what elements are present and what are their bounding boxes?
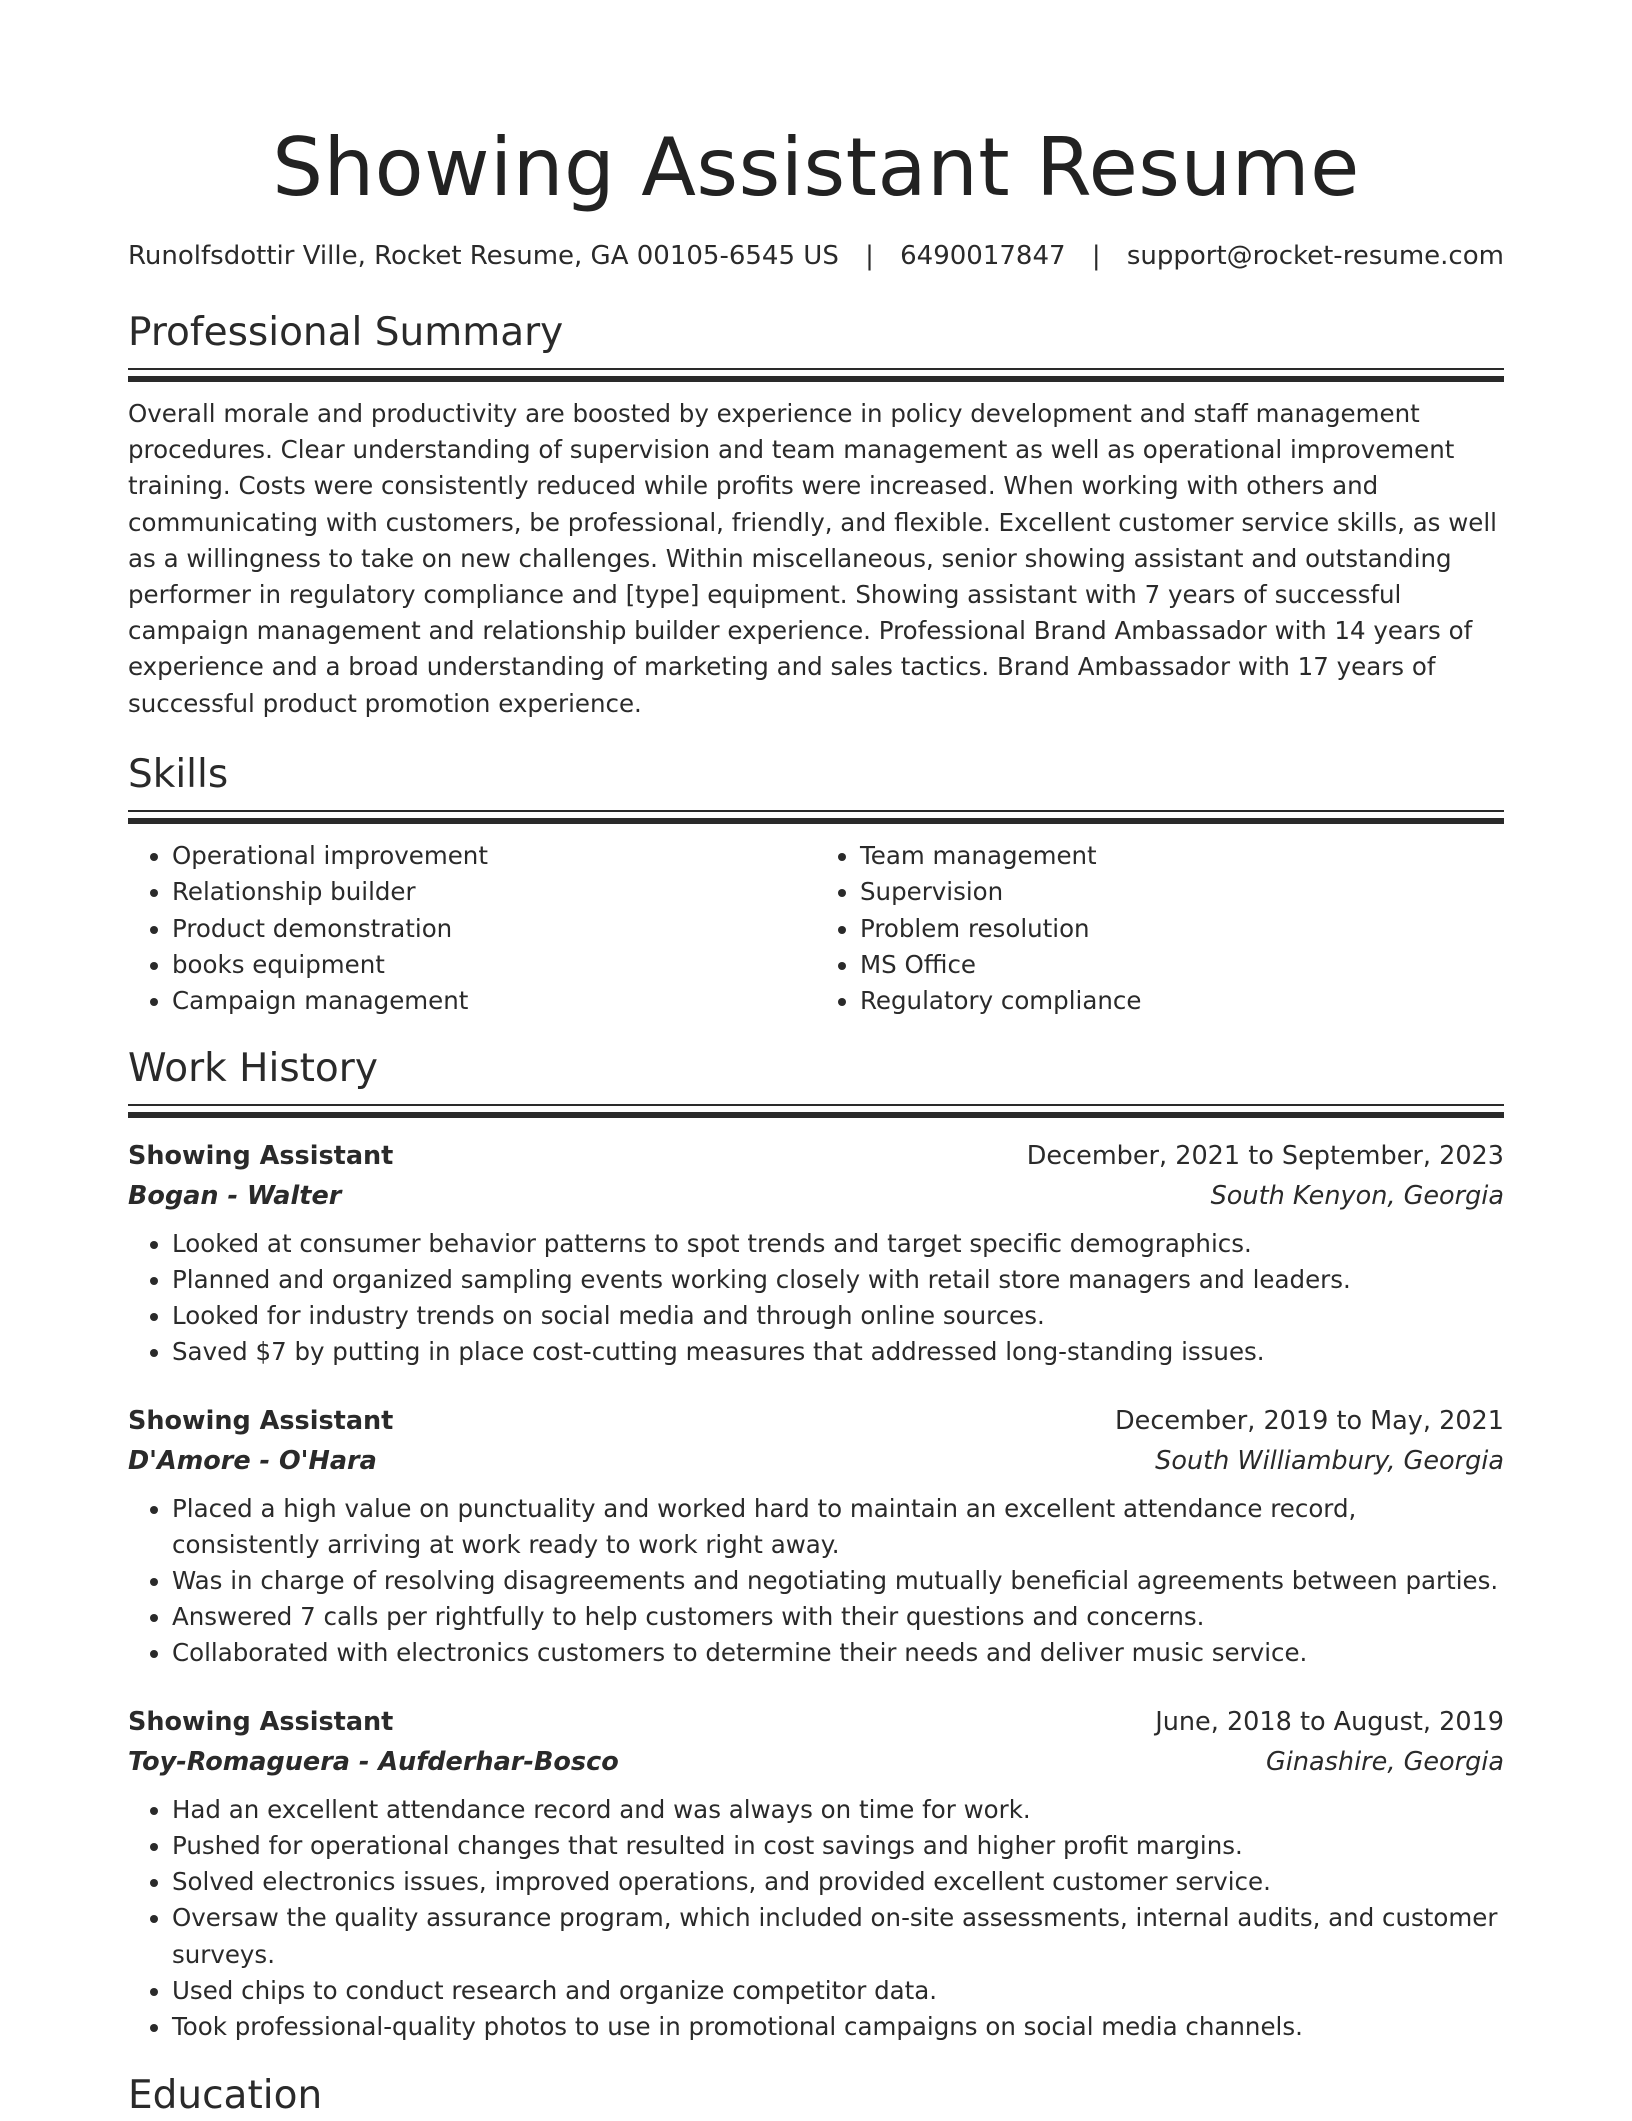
job-bullet: • Answered 7 calls per rightfully to help customers with their questions and concerns. [172,1599,1504,1635]
section-divider [128,368,1504,382]
job-location: South Kenyon, Georgia [1210,1180,1504,1211]
section-title-education: Education [128,2073,323,2119]
job-bullets [128,1792,1504,2045]
job-bullet: • Was in charge of resolving disagreements and negotiating mutually beneficial agreements between parties. [172,1563,1504,1599]
job-bullet: • Placed a high value on punctuality and worked hard to maintain an excellent attendance record, consistently arriving at work ready to work right away. [172,1491,1504,1563]
job-company-row [128,1176,1504,1216]
job-bullets [128,1226,1504,1371]
job-bullet: • Used chips to conduct research and organize competitor data. [172,1973,1504,2009]
job-company: D'Amore - O'Hara [128,1445,377,1476]
section-title-skills: Skills [128,751,229,797]
job-bullet: • Took professional-quality photos to use in promotional campaigns on social media channels. [172,2009,1504,2045]
skill-item: • Problem resolution [860,911,1504,947]
job-company-row [128,1742,1504,1782]
job-title: Showing Assistant [128,1140,394,1171]
skill-item: • Relationship builder [172,874,816,910]
skill-item: • books equipment [172,947,816,983]
contact-email: support@rocket-resume.com [1126,241,1504,271]
job-company-row [128,1441,1504,1481]
summary-text: Overall morale and productivity are boosted by experience in policy development and staff management procedures. Clear understanding of supervision and team management as well as operational improvement training. Costs were consistently reduced while profits were increased. When working with others and communicating with customers, be professional, friendly, and flexible. Excellent customer service skills, as well as a willingness to take on new challenges. Within miscellaneous, senior showing assistant and outstanding performer in regulatory compliance and [type] equipment. Showing assistant with 7 years of successful campaign management and relationship builder experience. Professional Brand Ambassador with 14 years of experience and a broad understanding of marketing and sales tactics. Brand Ambassador with 17 years of successful product promotion experience. [128,399,1497,718]
job-dates: June, 2018 to August, 2019 [1155,1706,1504,1737]
job-company: Toy-Romaguera - Aufderhar-Bosco [128,1746,619,1777]
contact-phone: 6490017847 [900,241,1066,271]
job-bullet: • Looked for industry trends on social media and through online sources. [172,1298,1504,1334]
skill-item: • Regulatory compliance [860,983,1504,1019]
job-bullet: • Solved electronics issues, improved operations, and provided excellent customer service. [172,1864,1504,1900]
skills-list-right [816,838,1504,1020]
job-company: Bogan - Walter [128,1180,342,1211]
skill-item: • Supervision [860,874,1504,910]
section-title-work-history: Work History [128,1045,378,1091]
skill-item: • Campaign management [172,983,816,1019]
section-divider [128,810,1504,824]
skill-item: • Product demonstration [172,911,816,947]
job-entry [128,1702,1504,2045]
section-divider [128,1104,1504,1118]
job-entry [128,1401,1504,1672]
skill-item: • Team management [860,838,1504,874]
job-title: Showing Assistant [128,1706,394,1737]
contact-address: Runolfsdottir Ville, Rocket Resume, GA 00105-6545 US [128,241,839,271]
job-header-row [128,1401,1504,1441]
resume-title: Showing Assistant Resume [272,121,1360,214]
job-dates: December, 2019 to May, 2021 [1115,1405,1504,1436]
job-header-row [128,1136,1504,1176]
job-location: South Williambury, Georgia [1155,1445,1504,1476]
job-title: Showing Assistant [128,1405,394,1436]
skills-columns [128,838,1504,1020]
job-location: Ginashire, Georgia [1266,1746,1504,1777]
job-bullet: • Saved $7 by putting in place cost-cutting measures that addressed long-standing issues. [172,1334,1504,1370]
contact-separator: | [865,241,874,271]
job-bullets [128,1491,1504,1672]
job-dates: December, 2021 to September, 2023 [1026,1140,1504,1171]
section-title-summary: Professional Summary [128,310,564,355]
contact-separator: | [1091,241,1101,271]
job-bullet: • Oversaw the quality assurance program, which included on-site assessments, internal audits, and customer surveys. [172,1900,1504,1972]
contact-line [128,238,1504,274]
skill-item: • Operational improvement [172,838,816,874]
job-bullet: • Had an excellent attendance record and was always on time for work. [172,1792,1504,1828]
job-bullet: • Looked at consumer behavior patterns to spot trends and target specific demographics. [172,1226,1504,1262]
job-header-row [128,1702,1504,1742]
job-bullet: • Pushed for operational changes that resulted in cost savings and higher profit margins. [172,1828,1504,1864]
skills-list-left [128,838,816,1020]
job-bullet: • Collaborated with electronics customers to determine their needs and deliver music service. [172,1635,1504,1671]
skill-item: • MS Office [860,947,1504,983]
job-entry [128,1136,1504,1371]
job-bullet: • Planned and organized sampling events working closely with retail store managers and leaders. [172,1262,1504,1298]
